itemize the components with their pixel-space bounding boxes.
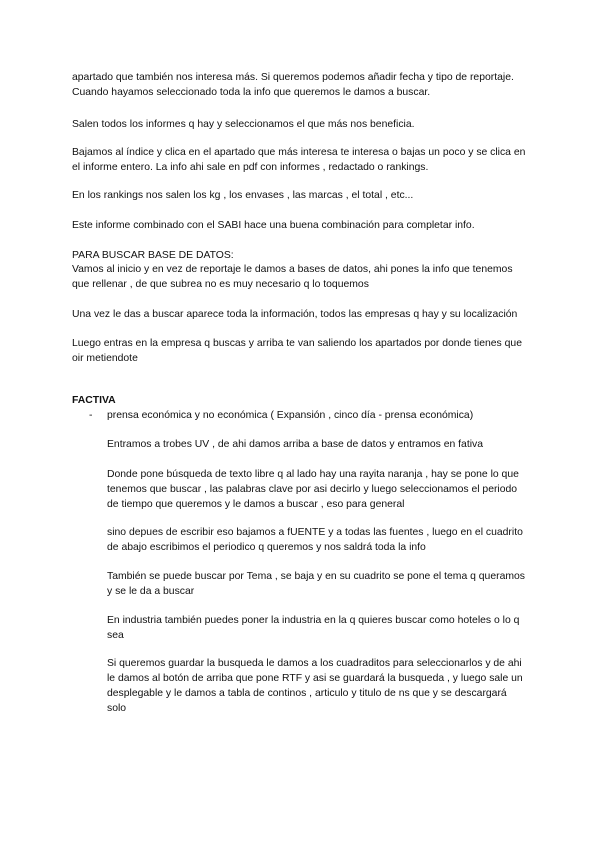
factiva-step-free-text: Donde pone búsqueda de texto libre q al lado hay una rayita naranja , hay se pone lo que tenemos que buscar , las palabras clave por asi decirlo y luego seleccionamos el periodo de tiempo que queremos y le damos a buscar , eso para general xyxy=(107,469,519,510)
paragraph-reports-list: Salen todos los informes q hay y seleccionamos el que más nos beneficia. xyxy=(72,119,415,130)
paragraph-databases: Vamos al inicio y en vez de reportaje le damos a bases de datos, ahi pones la info que tenemos que rellenar , de que subrea no es muy necesario q lo toquemos xyxy=(72,264,513,290)
section-title-databases: PARA BUSCAR BASE DE DATOS: xyxy=(72,250,234,261)
factiva-step-access: Entramos a trobes UV , de ahi damos arriba a base de datos y entramos en fativa xyxy=(107,439,483,450)
paragraph-company: Luego entras en la empresa q buscas y arriba te van saliendo los apartados por donde tienes que oir metiendote xyxy=(72,338,522,364)
factiva-step-industry: En industria también puedes poner la industria en la q quieres buscar como hoteles o lo q sea xyxy=(107,615,520,641)
bullet-marker: - xyxy=(89,410,93,421)
factiva-step-topic: También se puede buscar por Tema , se baja y en su cuadrito se pone el tema q queramos y se le da a buscar xyxy=(107,571,525,597)
paragraph-rankings: En los rankings nos salen los kg , los envases , las marcas , el total , etc... xyxy=(72,190,414,201)
factiva-bullet-item: prensa económica y no económica ( Expansión , cinco día - prensa económica) xyxy=(107,410,474,421)
paragraph-index: Bajamos al índice y clica en el apartado que más interesa te interesa o bajas un poco y se clica en el informe entero. La info ahi sale en pdf con informes , redactado o rankings. xyxy=(72,147,526,173)
paragraph-results: Una vez le das a buscar aparece toda la información, todos las empresas q hay y su localización xyxy=(72,309,518,320)
factiva-step-source: sino depues de escribir eso bajamos a fUENTE y a todas las fuentes , luego en el cuadrito de abajo escribimos el periodico q queremos y nos saldrá toda la info xyxy=(107,527,523,553)
section-title-factiva: FACTIVA xyxy=(72,395,116,406)
factiva-step-save: Si queremos guardar la busqueda le damos a los cuadraditos para seleccionarlos y de ahi le damos al botón de arriba que pone RTF y asi se guardará la busqueda , y luego sale un desplegable y le damos a tabla de continos , articulo y titulo de ns que y se descargará solo xyxy=(107,658,523,714)
paragraph-sabi: Este informe combinado con el SABI hace una buena combinación para completar info. xyxy=(72,220,475,231)
paragraph-search-options: apartado que también nos interesa más. Si queremos podemos añadir fecha y tipo de reportaje. Cuando hayamos seleccionado toda la info que queremos le damos a buscar. xyxy=(72,72,514,98)
